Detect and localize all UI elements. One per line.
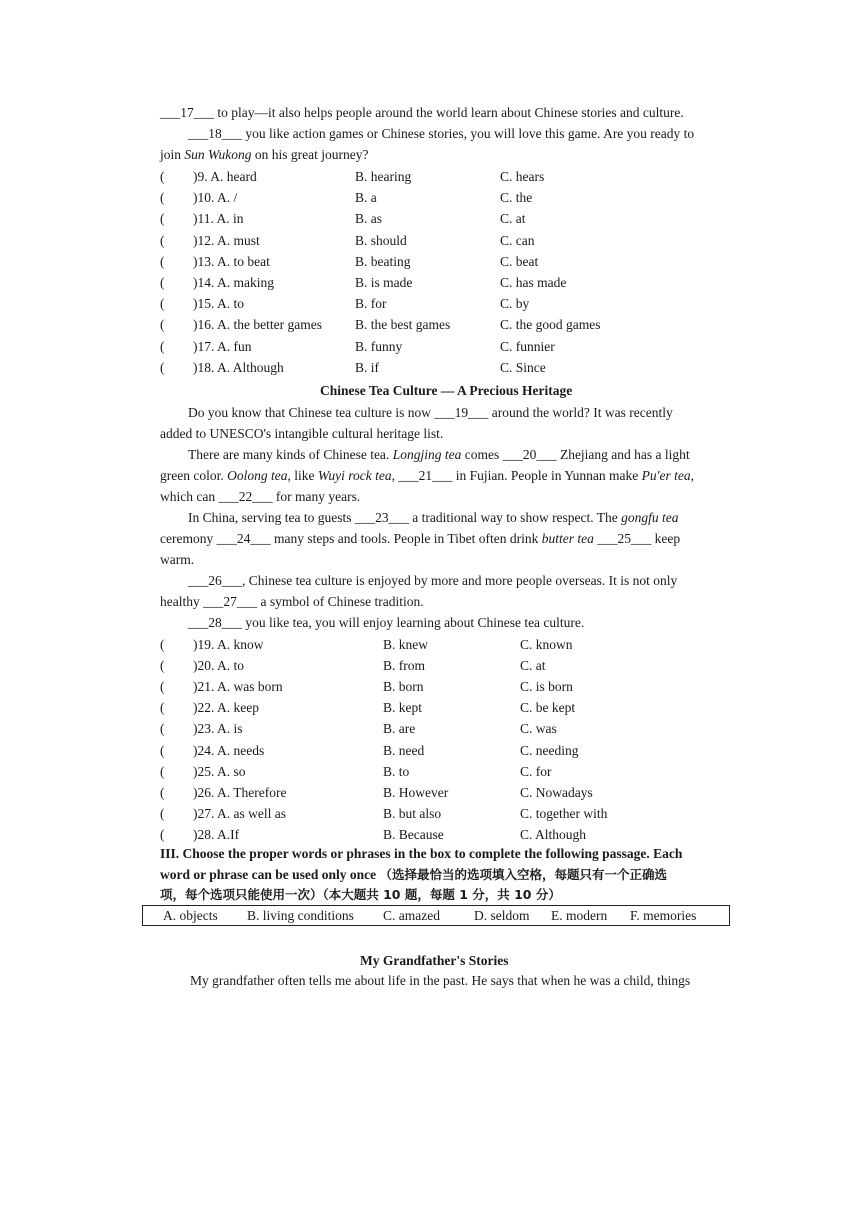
- option-c: C. has made: [500, 275, 567, 290]
- option-a: )26. A. Therefore: [193, 784, 287, 800]
- answer-blank[interactable]: (: [160, 742, 165, 758]
- italic-text: Wuyi rock tea: [317, 468, 392, 483]
- option-b: B. is made: [355, 275, 413, 290]
- option-c: C. be kept: [520, 700, 576, 716]
- answer-blank[interactable]: (: [160, 317, 165, 333]
- option-b: B. are: [383, 721, 416, 737]
- italic-text: butter tea: [541, 531, 594, 546]
- option-c: C. for: [520, 763, 552, 779]
- option-a: )27. A. as well as: [193, 805, 286, 821]
- option-a: )13. A. to beat: [193, 253, 270, 269]
- option-b: B. from: [383, 658, 425, 674]
- option-a: )23. A. is: [193, 721, 243, 737]
- option-b: B. to: [383, 763, 410, 779]
- passage1-line2: ___18___ you like action games or Chinese stories, you will love this game. Are you ready to: [188, 126, 695, 141]
- option-a: )15. A. to: [193, 296, 245, 312]
- word-option: F. memories: [630, 908, 697, 923]
- word-option: C. amazed: [383, 908, 440, 923]
- option-a: )25. A. so: [193, 763, 246, 779]
- section3-instruction-line3: 项，每个选项只能使用一次）（本大题共 10 题，每题 1 分，共 10 分）: [160, 887, 561, 902]
- option-b: B. However: [383, 784, 449, 800]
- section3-instruction-line1: III. Choose the proper words or phrases in the box to complete the following passage. Each: [160, 846, 683, 861]
- italic-text: Oolong tea: [227, 468, 288, 483]
- option-a: )24. A. needs: [193, 742, 265, 758]
- option-b: B. funny: [355, 338, 403, 354]
- option-a: )19. A. know: [193, 637, 264, 652]
- option-b: B. Because: [383, 826, 444, 842]
- passage2-title: Chinese Tea Culture — A Precious Heritage: [320, 383, 573, 398]
- word-option: D. seldom: [474, 908, 530, 923]
- option-c: C. hears: [500, 169, 545, 184]
- answer-blank[interactable]: (: [160, 679, 165, 695]
- option-c: C. can: [500, 232, 535, 248]
- option-b: B. a: [355, 190, 377, 206]
- answer-blank[interactable]: (: [160, 169, 165, 184]
- word-option: E. modern: [551, 908, 608, 923]
- passage2-p1-line1: Do you know that Chinese tea culture is now ___19___ around the world? It was recently: [188, 405, 673, 420]
- answer-blank[interactable]: (: [160, 275, 165, 290]
- passage2-p5-line1: ___28___ you like tea, you will enjoy learning about Chinese tea culture.: [188, 615, 585, 630]
- option-a: )18. A. Although: [193, 359, 284, 375]
- option-b: B. need: [383, 742, 425, 758]
- answer-blank[interactable]: (: [160, 721, 165, 737]
- option-c: C. Although: [520, 826, 587, 842]
- option-b: B. as: [355, 211, 382, 227]
- answer-blank[interactable]: (: [160, 658, 165, 674]
- passage2-p4-line2: healthy ___27___ a symbol of Chinese tradition.: [160, 594, 424, 609]
- italic-text: Longjing tea: [392, 447, 462, 462]
- answer-blank[interactable]: (: [160, 253, 165, 269]
- option-a: )22. A. keep: [193, 700, 259, 716]
- text: （选择最恰当的选项填入空格，每题只有一个正确选: [379, 867, 668, 882]
- option-a: )17. A. fun: [193, 338, 252, 354]
- option-a: )9. A. heard: [193, 169, 257, 184]
- passage3-line1: My grandfather often tells me about life in the past. He says that when he was a child, things: [190, 973, 691, 988]
- option-a: )12. A. must: [193, 232, 260, 248]
- passage2-p3-line1: [188, 509, 679, 527]
- option-a: )28. A.If: [193, 826, 240, 842]
- text: , ___21___ in Fujian. People in Yunnan make: [391, 468, 642, 483]
- answer-blank[interactable]: (: [160, 190, 165, 206]
- option-b: B. kept: [383, 700, 422, 716]
- option-c: C. is born: [520, 679, 573, 695]
- passage2-p2-line1: [188, 446, 690, 464]
- text: There are many kinds of Chinese tea.: [188, 447, 393, 462]
- option-c: C. beat: [500, 253, 539, 269]
- option-c: C. Since: [500, 359, 546, 375]
- text: ceremony ___24___ many steps and tools. People in Tibet often drink: [160, 531, 542, 546]
- option-c: C. was: [520, 721, 557, 737]
- text: ___25___ keep: [593, 531, 681, 546]
- text: green color.: [160, 468, 228, 483]
- passage2-p3-line2: [160, 530, 680, 548]
- answer-blank[interactable]: (: [160, 359, 165, 375]
- section3-instruction-line2: [160, 866, 667, 884]
- option-a: )11. A. in: [193, 211, 244, 227]
- word-box: [142, 905, 730, 926]
- option-c: C. needing: [520, 742, 579, 758]
- text: ,: [690, 468, 694, 483]
- word-option: A. objects: [163, 908, 218, 923]
- word-option: B. living conditions: [247, 908, 354, 923]
- italic-text: gongfu tea: [621, 510, 679, 525]
- passage2-p3-line3: warm.: [160, 552, 195, 567]
- option-c: C. together with: [520, 805, 608, 821]
- text: on his great journey?: [251, 147, 369, 162]
- option-c: C. the good games: [500, 317, 601, 333]
- text: , like: [287, 468, 318, 483]
- option-c: C. by: [500, 296, 530, 312]
- passage2-p1-line2: added to UNESCO's intangible cultural heritage list.: [160, 426, 444, 441]
- option-b: B. born: [383, 679, 424, 695]
- option-a: )10. A. /: [193, 190, 238, 206]
- option-c: C. known: [520, 637, 573, 652]
- option-b: B. should: [355, 232, 407, 248]
- option-c: C. the: [500, 190, 533, 206]
- answer-blank[interactable]: (: [160, 784, 165, 800]
- answer-blank[interactable]: (: [160, 296, 165, 312]
- option-c: C. at: [520, 658, 546, 674]
- option-b: B. knew: [383, 637, 428, 652]
- answer-blank[interactable]: (: [160, 211, 165, 227]
- passage2-p4-line1: ___26___, Chinese tea culture is enjoyed by more and more people overseas. It is not only: [188, 573, 678, 588]
- option-c: C. Nowadays: [520, 784, 593, 800]
- answer-blank[interactable]: (: [160, 232, 165, 248]
- answer-blank[interactable]: (: [160, 763, 165, 779]
- text: In China, serving tea to guests ___23___ a traditional way to show respect. The: [188, 510, 622, 525]
- answer-blank[interactable]: (: [160, 826, 165, 842]
- text: word or phrase can be used only once: [160, 867, 377, 882]
- option-b: B. but also: [383, 805, 442, 821]
- option-a: )21. A. was born: [193, 679, 283, 695]
- option-c: C. at: [500, 211, 526, 227]
- passage2-p2-line3: which can ___22___ for many years.: [160, 489, 361, 504]
- option-b: B. hearing: [355, 169, 412, 184]
- text: comes ___20___ Zhejiang and has a light: [461, 447, 690, 462]
- option-b: B. for: [355, 296, 387, 312]
- passage3-title: My Grandfather's Stories: [360, 953, 509, 968]
- option-b: B. the best games: [355, 317, 451, 333]
- italic-text: Sun Wukong: [184, 147, 252, 162]
- passage1-line1: ___17___ to play—it also helps people around the world learn about Chinese stories and culture.: [160, 105, 684, 120]
- option-c: C. funnier: [500, 338, 555, 354]
- passage2-p2-line2: [160, 467, 694, 485]
- option-b: B. if: [355, 359, 380, 375]
- italic-text: Pu'er tea: [641, 468, 691, 483]
- option-a: )14. A. making: [193, 275, 274, 290]
- option-a: )16. A. the better games: [193, 317, 322, 333]
- text: join: [160, 147, 185, 162]
- answer-blank[interactable]: (: [160, 338, 165, 354]
- option-b: B. beating: [355, 253, 411, 269]
- answer-blank[interactable]: (: [160, 637, 165, 652]
- passage1-line3: [160, 146, 368, 164]
- answer-blank[interactable]: (: [160, 700, 165, 716]
- option-a: )20. A. to: [193, 658, 245, 674]
- answer-blank[interactable]: (: [160, 805, 165, 821]
